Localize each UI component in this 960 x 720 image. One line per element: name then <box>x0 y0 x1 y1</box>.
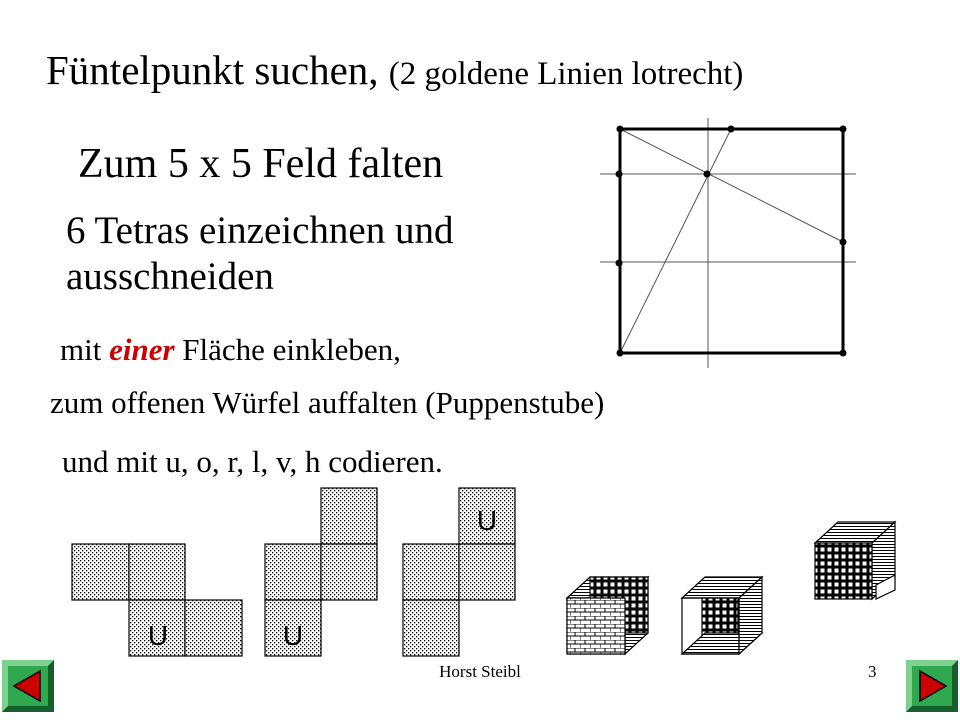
left-arrow-icon <box>2 660 54 712</box>
title-subtitle: (2 goldene Linien lotrecht) <box>388 56 744 92</box>
open-cube-2 <box>682 577 762 654</box>
page-number: 3 <box>868 662 877 681</box>
next-slide-button[interactable] <box>906 660 958 712</box>
cube-net-2 <box>265 488 377 656</box>
net-3-label: U <box>476 505 498 536</box>
glue-text-pre: mit <box>60 332 110 367</box>
title-main: Füntelpunkt suchen, <box>46 47 379 93</box>
instruction-code: und mit u, o, r, l, v, h codieren. <box>62 444 443 479</box>
instruction-draw-cut: 6 Tetras einzeichnen und ausschneiden <box>66 209 454 298</box>
glue-text-emphasis: einer <box>109 332 175 367</box>
right-arrow-icon <box>906 660 958 712</box>
fold-square-diagram <box>600 118 856 368</box>
open-cube-3 <box>815 522 895 599</box>
instruction-unfold: zum offenen Würfel auffalten (Puppenstube) <box>50 385 605 420</box>
open-cube-1 <box>567 577 648 654</box>
footer-author: Horst Steibl <box>439 662 521 681</box>
instruction-fold: Zum 5 x 5 Feld falten <box>78 141 444 187</box>
cube-net-3 <box>403 488 515 656</box>
net-1-label: U <box>147 620 169 651</box>
glue-text-post: Fläche einkleben, <box>174 332 401 367</box>
net-2-label: U <box>282 620 304 651</box>
previous-slide-button[interactable] <box>2 660 54 712</box>
